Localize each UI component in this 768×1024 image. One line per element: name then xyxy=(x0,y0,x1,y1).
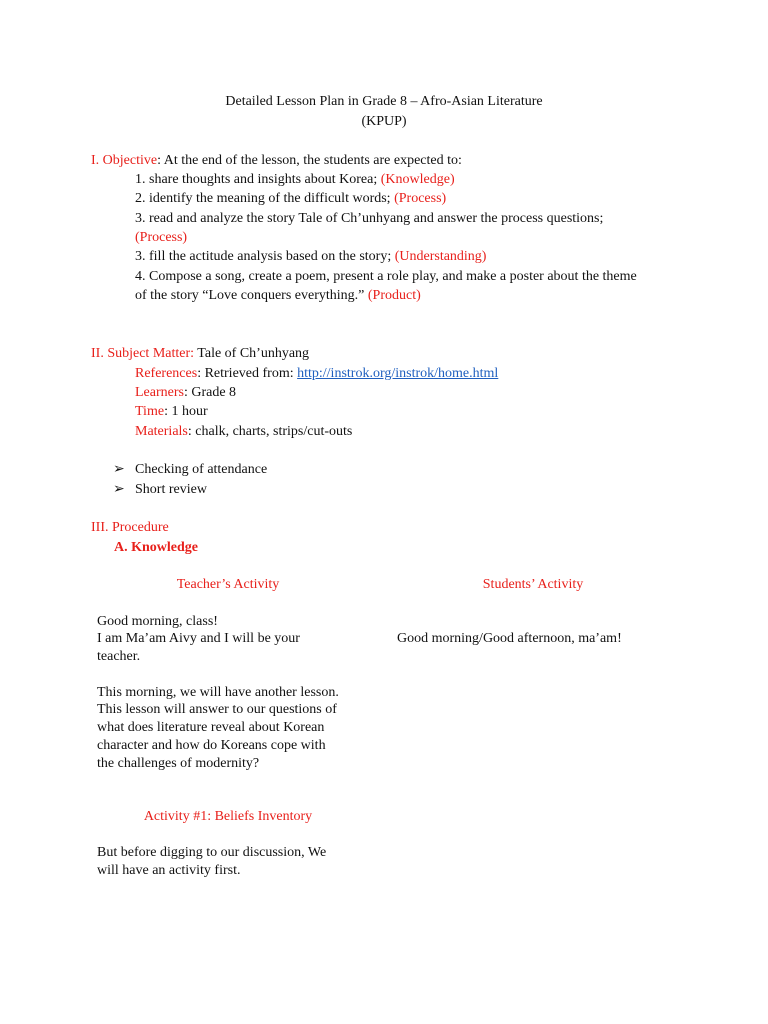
materials-label: Materials xyxy=(135,424,188,439)
teacher-line: will have an activity first. xyxy=(97,863,241,878)
teacher-line: what does literature reveal about Korean xyxy=(97,720,325,735)
time-row xyxy=(135,402,208,422)
objective-item-5-line2 xyxy=(135,286,421,306)
teacher-line: But before digging to our discussion, We xyxy=(97,845,327,860)
teacher-line: This lesson will answer to our questions of xyxy=(97,702,337,717)
objective-item-text: of the story “Love conquers everything.” xyxy=(135,288,368,303)
objective-item-1 xyxy=(135,170,455,190)
student-activity-header: Students’ Activity xyxy=(482,577,584,592)
objective-item-text: 2. identify the meaning of the difficult words; xyxy=(135,191,395,206)
objective-item-3-tag: (Process) xyxy=(135,230,188,245)
learners-label: Learners xyxy=(135,385,184,400)
objective-item-tag: (Product) xyxy=(367,288,421,303)
objective-item-text: 1. share thoughts and insights about Korea; xyxy=(135,172,381,187)
objective-item-tag: (Process) xyxy=(394,191,447,206)
materials-value: : chalk, charts, strips/cut-outs xyxy=(187,424,353,439)
references-value: : Retrieved from: xyxy=(197,366,298,381)
teacher-line: I am Ma’am Aivy and I will be your xyxy=(97,631,300,646)
teacher-line: the challenges of modernity? xyxy=(97,756,260,771)
objective-item-text: 3. fill the actitude analysis based on the story; xyxy=(135,249,395,264)
objective-intro: : At the end of the lesson, the students are expected to: xyxy=(157,153,462,168)
objective-heading xyxy=(91,151,462,171)
objective-item-5-line1: 4. Compose a song, create a poem, present a role play, and make a poster about the theme xyxy=(135,269,637,284)
teacher-activity-header: Teacher’s Activity xyxy=(176,577,280,592)
objective-item-2 xyxy=(135,189,446,209)
knowledge-section-heading: A. Knowledge xyxy=(114,540,198,555)
list-item-label: Short review xyxy=(135,482,207,497)
list-item xyxy=(113,460,267,480)
objective-item-tag: (Knowledge) xyxy=(380,172,455,187)
time-label: Time xyxy=(135,404,165,419)
teacher-line: character and how do Koreans cope with xyxy=(97,738,326,753)
teacher-line: Good morning, class! xyxy=(97,614,218,629)
learners-value: : Grade 8 xyxy=(183,385,237,400)
references-link[interactable]: http://instrok.org/instrok/home.html xyxy=(297,366,499,381)
time-value: : 1 hour xyxy=(164,404,208,419)
objective-item-3 xyxy=(135,209,603,229)
list-item-label: Checking of attendance xyxy=(135,462,268,477)
procedure-heading: III. Procedure xyxy=(91,520,169,535)
activity-title: Activity #1: Beliefs Inventory xyxy=(143,809,313,824)
list-item xyxy=(113,480,207,500)
teacher-line: teacher. xyxy=(97,649,141,664)
arrow-bullet-icon: ➢ xyxy=(113,482,125,497)
references-row xyxy=(135,364,498,384)
subject-matter-label: II. Subject Matter: xyxy=(91,346,198,361)
subject-matter-heading xyxy=(91,344,309,364)
references-label: References xyxy=(135,366,198,381)
document-title: Detailed Lesson Plan in Grade 8 – Afro-Asian Literature xyxy=(225,94,543,109)
subject-matter-value: Tale of Ch’unhyang xyxy=(197,346,310,361)
student-response: Good morning/Good afternoon, ma’am! xyxy=(397,631,622,646)
objective-item-text: 3. read and analyze the story Tale of Ch’unhyang and answer the process questions; xyxy=(135,211,604,226)
objective-item-4 xyxy=(135,247,486,267)
teacher-line: This morning, we will have another lesson. xyxy=(97,685,339,700)
objective-label: I. Objective xyxy=(91,153,158,168)
learners-row xyxy=(135,383,236,403)
materials-row xyxy=(135,422,352,442)
document-subtitle: (KPUP) xyxy=(361,114,407,129)
arrow-bullet-icon: ➢ xyxy=(113,462,125,477)
objective-item-tag: (Understanding) xyxy=(394,249,487,264)
